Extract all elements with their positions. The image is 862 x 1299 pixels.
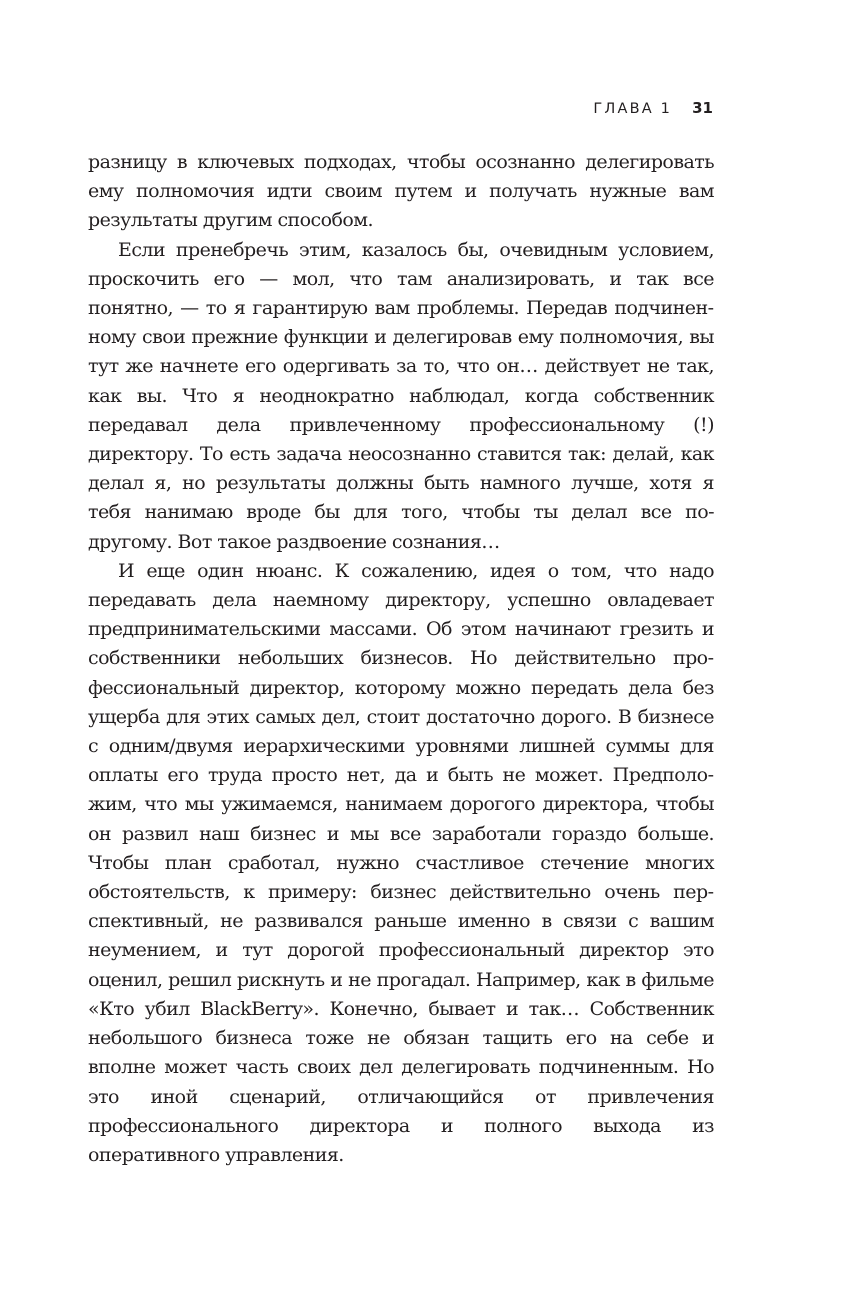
paragraph-2: Если пренебречь этим, казалось бы, очевидным условием, проскочить его — мол, что там анализировать, и так все понятно, — то я гарантирую вам проблемы. Передав подчиненному свои прежние функции и делегировав ему полномочия, вы тут же начнете его одергивать за то, что он… действует не так, как вы. Что я неоднократно наблюдал, когда собственник передавал дела привлеченному профессиональному (!) директору. То есть задача неосознанно ставится так: делай, как делал я, но результаты должны быть намного лучше, хотя я тебя нанимаю вроде бы для того, чтобы ты делал все по-другому. Вот такое раздвоение сознания… bbox=[88, 238, 714, 553]
paragraph-3: И еще один нюанс. К сожалению, идея о том, что надо передавать дела наемному директору, успешно овладевает предпринимательскими массами. Об этом начинают грезить и собственники небольших бизнесов. Но действительно профессиональный директор, которому можно передать дела без ущерба для этих самых дел, стоит достаточно дорого. В бизнесе с одним/двумя иерархическими уровнями лишней суммы для оплаты его труда просто нет, да и быть не может. Предположим, что мы ужимаемся, нанимаем дорогого директора, чтобы он развил наш бизнес и мы все заработали гораздо больше. Чтобы план сработал, нужно счастливое стечение многих обстоятельств, к примеру: бизнес действительно очень перспективный, не развивался раньше именно в связи с вашим неумением, и тут дорогой профессиональный директор это оценил, решил рискнуть и не прогадал. Например, как в фильме «Кто убил BlackBerry». Конечно, бывает и так… Собственник небольшого бизнеса тоже не обязан тащить его на себе и вполне может часть своих дел делегировать подчиненным. Но это иной сценарий, отличающийся от привлечения профессионального директора и полного выхода из оперативного управления. bbox=[88, 559, 714, 1166]
chapter-label: ГЛАВА 1 bbox=[593, 101, 673, 117]
body-text bbox=[88, 148, 714, 1170]
running-header bbox=[593, 99, 713, 117]
paragraph-1: разницу в ключевых подходах, чтобы осознанно делегировать ему полномочия идти своим путем и получать нужные вам результаты другим способом. bbox=[88, 151, 714, 232]
page-number: 31 bbox=[692, 99, 713, 117]
